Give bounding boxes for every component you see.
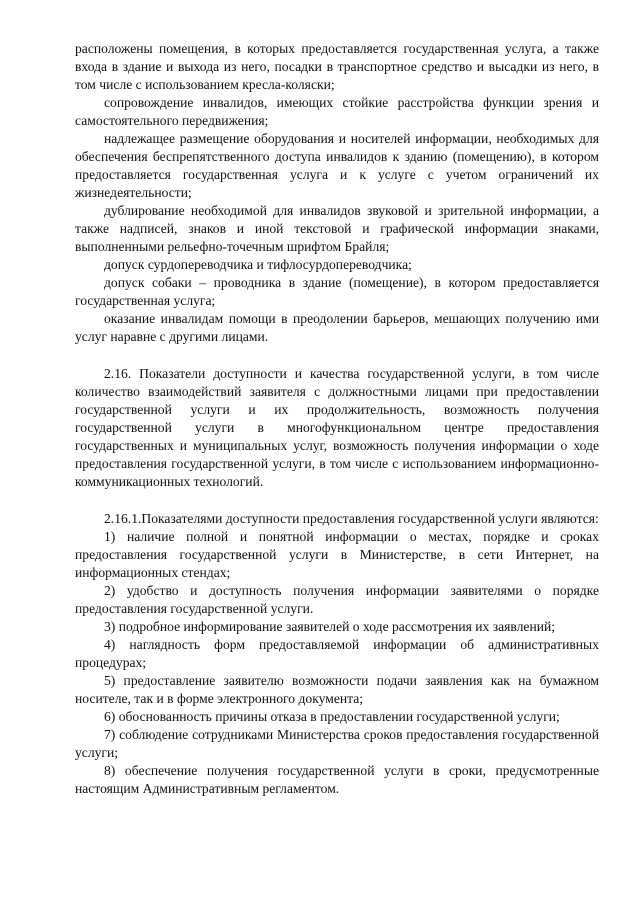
paragraph-continuation: расположены помещения, в которых предоставляется государственная услуга, а также входа в здание и выхода из него, посадки в транспортное средство и высадки из него, в том числе с использованием кресла-коляски; xyxy=(75,41,599,92)
list-item: 6) обоснованность причины отказа в предоставлении государственной услуги; xyxy=(104,709,560,724)
section-2-16-text: 2.16. Показатели доступности и качества государственной услуги, в том числе количество взаимодействий заявителя с должностными лицами при предоставлении государственной услуги и их продолжительность, возможность получения государственной услуги в многофункциональном центре предоставления государственных и муниципальных услуг, возможность получения информации о ходе предоставления государственной услуги, в том числе с использованием информационно-коммуникационных технологий. xyxy=(75,366,599,489)
list-item: 8) обеспечение получения государственной услуги в сроки, предусмотренные настоящим Административным регламентом. xyxy=(75,763,599,796)
list-item: 7) соблюдение сотрудниками Министерства сроков предоставления государственной услуги; xyxy=(75,727,599,760)
list-item: 3) подробное информирование заявителей о ходе рассмотрения их заявлений; xyxy=(104,619,556,634)
paragraph-sign-interpreter: допуск сурдопереводчика и тифлосурдопереводчика; xyxy=(104,257,412,272)
spacer xyxy=(75,346,599,365)
paragraph-equipment-placement: надлежащее размещение оборудования и носителей информации, необходимых для обеспечения беспрепятственного доступа инвалидов к зданию (помещению), в котором предоставляется государственная услуга и к услуге с учетом ограничений их жизнедеятельности; xyxy=(75,131,599,200)
section-2-16-1-heading: 2.16.1.Показателями доступности предоставления государственной услуги являются: xyxy=(104,511,599,526)
document-body xyxy=(75,40,599,798)
paragraph-barrier-assistance: оказание инвалидам помощи в преодолении барьеров, мешающих получению ими услуг наравне с другими лицами. xyxy=(75,311,599,344)
list-item: 2) удобство и доступность получения информации заявителями о порядке предоставления государственной услуги. xyxy=(75,583,599,616)
paragraph-escort: сопровождение инвалидов, имеющих стойкие расстройства функции зрения и самостоятельного передвижения; xyxy=(75,95,599,128)
spacer xyxy=(75,491,599,510)
list-item: 5) предоставление заявителю возможности подачи заявления как на бумажном носителе, так и в форме электронного документа; xyxy=(75,673,599,706)
list-item: 4) наглядность форм предоставляемой информации об административных процедурах; xyxy=(75,637,599,670)
list-item: 1) наличие полной и понятной информации о местах, порядке и сроках предоставления государственной услуги в Министерстве, в сети Интернет, на информационных стендах; xyxy=(75,529,599,580)
paragraph-guide-dog: допуск собаки – проводника в здание (помещение), в котором предоставляется государственная услуга; xyxy=(75,275,599,308)
paragraph-braille-duplication: дублирование необходимой для инвалидов звуковой и зрительной информации, а также надписей, знаков и иной текстовой и графической информации знаками, выполненными рельефно-точечным шрифтом Брайля; xyxy=(75,203,599,254)
